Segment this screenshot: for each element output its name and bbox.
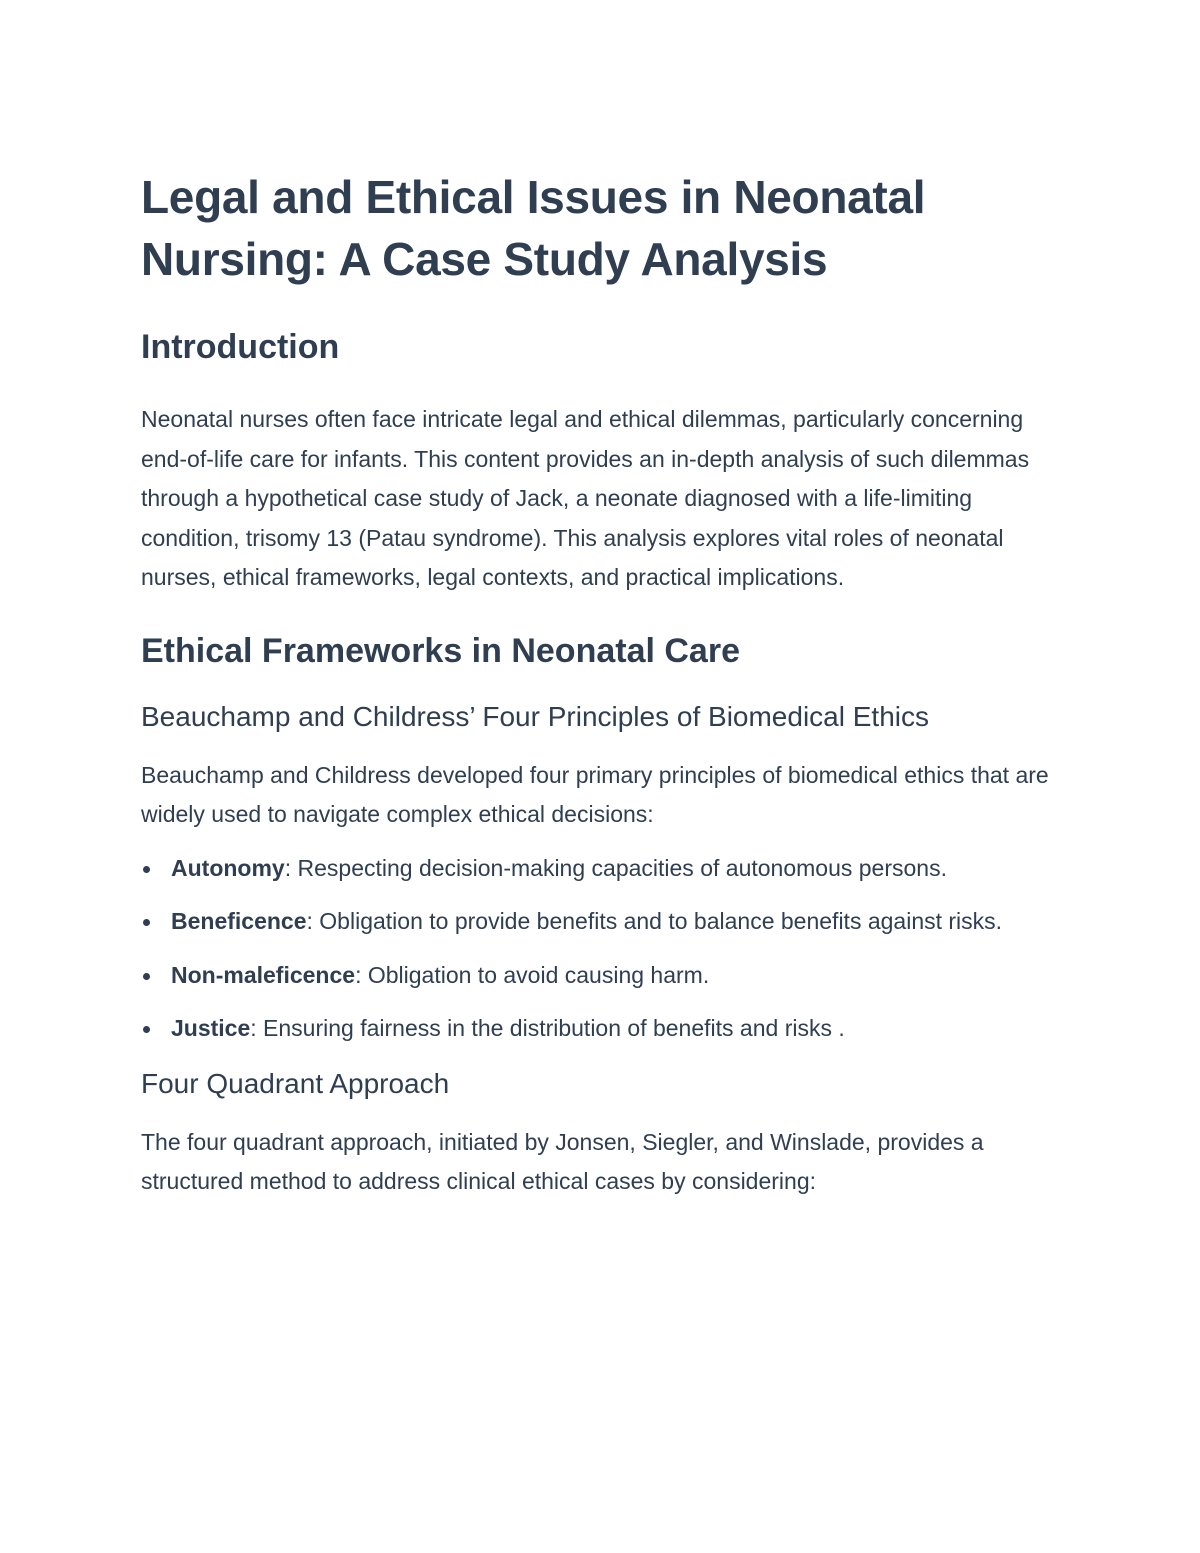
principle-term: Autonomy <box>171 854 285 881</box>
principle-term: Non-maleficence <box>171 961 356 988</box>
list-item <box>141 849 1071 889</box>
frameworks-heading: Ethical Frameworks in Neonatal Care <box>141 631 740 670</box>
principle-text: : Obligation to avoid causing harm. <box>355 961 710 988</box>
four-quadrant-paragraph: The four quadrant approach, initiated by Jonsen, Siegler, and Winslade, provides a structured method to address clinical ethical cases by considering: <box>141 1128 984 1194</box>
document-title: Legal and Ethical Issues in Neonatal Nursing: A Case Study Analysis <box>141 171 926 285</box>
principle-text: : Ensuring fairness in the distribution of benefits and risks . <box>250 1015 845 1041</box>
bullet-icon <box>143 1026 150 1033</box>
four-principles-heading: Beauchamp and Childress’ Four Principles of Biomedical Ethics <box>141 700 929 732</box>
list-item <box>141 1009 1071 1049</box>
bullet-icon <box>143 919 150 926</box>
list-item <box>141 902 1071 942</box>
principle-text: : Respecting decision-making capacities of autonomous persons. <box>284 854 947 881</box>
principle-term: Beneficence <box>171 908 307 934</box>
bullet-icon <box>143 973 150 980</box>
list-item <box>141 956 1071 996</box>
four-principles-paragraph: Beauchamp and Childress developed four primary principles of biomedical ethics that are widely used to navigate complex ethical decisions: <box>141 761 1049 827</box>
principle-text: : Obligation to provide benefits and to balance benefits against risks. <box>306 908 1003 934</box>
principles-list <box>141 849 1071 1049</box>
document-page <box>141 166 1071 1202</box>
principle-term: Justice <box>171 1015 251 1041</box>
four-quadrant-heading: Four Quadrant Approach <box>141 1067 450 1099</box>
bullet-icon <box>143 866 150 873</box>
introduction-heading: Introduction <box>141 328 340 366</box>
introduction-paragraph: Neonatal nurses often face intricate legal and ethical dilemmas, particularly concerning end-of-life care for infants. This content provides an in-depth analysis of such dilemmas through a hypothetical case study of Jack, a neonate diagnosed with a life-limiting condition, trisomy 13 (Patau syndrome). This analysis explores vital roles of neonatal nurses, ethical frameworks, legal contexts, and practical implications. <box>141 406 1030 590</box>
